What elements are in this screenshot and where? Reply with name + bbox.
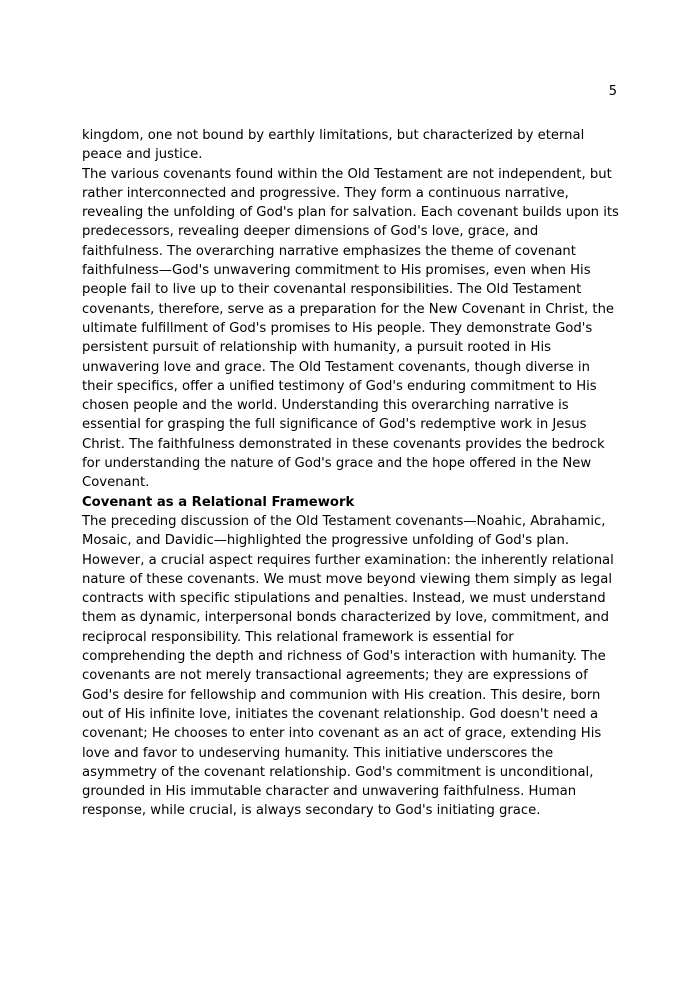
page-number: 5 (608, 84, 617, 99)
paragraph-covenants-overview: The various covenants found within the Old Testament are not independent, but rather interconnected and progressive. They form a continuous narrative, revealing the unfolding of God's plan for salvation. Each covenant builds upon its predecessors, revealing deeper dimensions of God's love, grace, and faithfulness. The overarching narrative emphasizes the theme of covenant faithfulness—God's unwavering commitment to His promises, even when His people fail to live up to their covenantal responsibilities. The Old Testament covenants, therefore, serve as a preparation for the New Covenant in Christ, the ultimate fulfillment of God's promises to His people. They demonstrate God's persistent pursuit of relationship with humanity, a pursuit rooted in His unwavering love and grace. The Old Testament covenants, though diverse in their specifics, offer a unified testimony of God's enduring commitment to His chosen people and the world. Understanding this overarching narrative is essential for grasping the full significance of God's redemptive work in Jesus Christ. The faithfulness demonstrated in these covenants provides the bedrock for understanding the nature of God's grace and the hope offered in the New Covenant. (82, 166, 619, 491)
section-heading: Covenant as a Relational Framework (82, 494, 355, 510)
document-body (82, 126, 620, 821)
paragraph-continuation: kingdom, one not bound by earthly limitations, but characterized by eternal peace and justice. (82, 128, 585, 163)
paragraph-relational-framework: The preceding discussion of the Old Testament covenants—Noahic, Abrahamic, Mosaic, and Davidic—highlighted the progressive unfolding of God's plan. However, a crucial aspect requires further examination: the inherently relational nature of these covenants. We must move beyond viewing them simply as legal contracts with specific stipulations and penalties. Instead, we must understand them as dynamic, interpersonal bonds characterized by love, commitment, and reciprocal responsibility. This relational framework is essential for comprehending the depth and richness of God's interaction with humanity. The covenants are not merely transactional agreements; they are expressions of God's desire for fellowship and communion with His creation. This desire, born out of His infinite love, initiates the covenant relationship. God doesn't need a covenant; He chooses to enter into covenant as an act of grace, extending His love and favor to undeserving humanity. This initiative underscores the asymmetry of the covenant relationship. God's commitment is unconditional, grounded in His immutable character and unwavering faithfulness. Human response, while crucial, is always secondary to God's initiating grace. (82, 513, 614, 819)
